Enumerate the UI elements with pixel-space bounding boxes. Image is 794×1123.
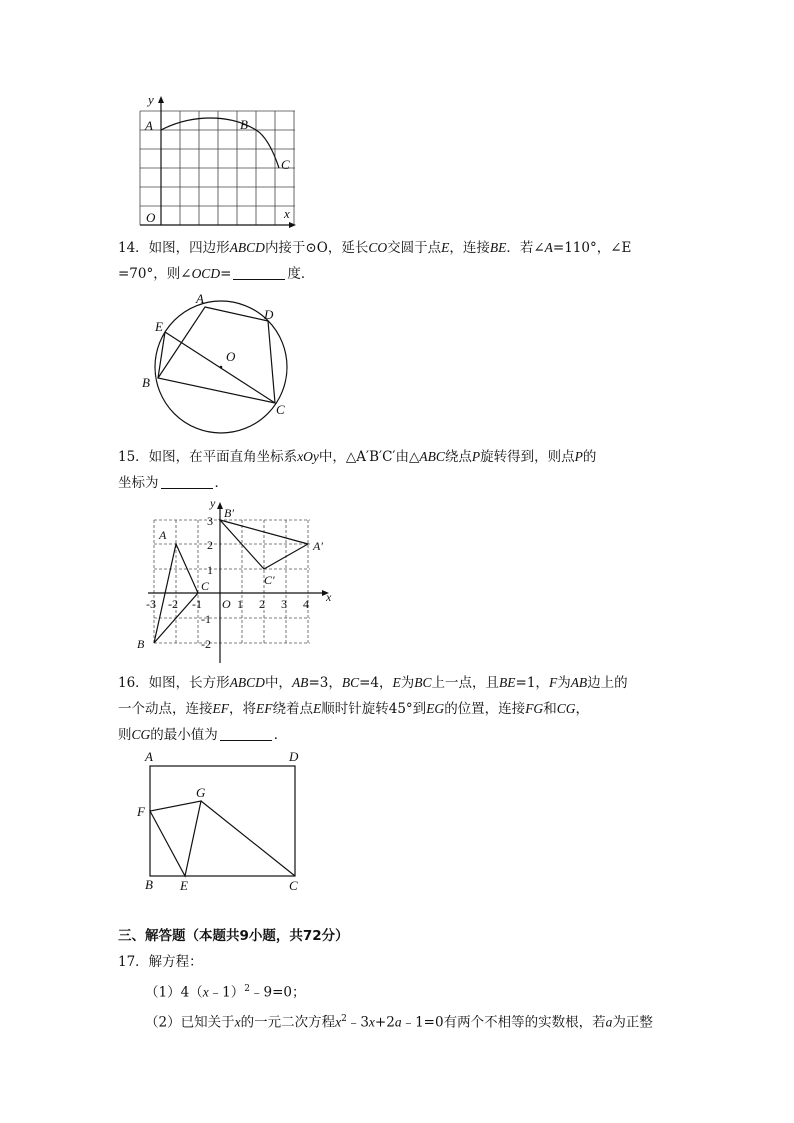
q15-label-o: O xyxy=(222,597,231,611)
q15-y-arrow xyxy=(217,502,223,509)
q16-line1 xyxy=(118,674,628,692)
q16-answer-blank xyxy=(220,727,272,741)
q17-text: ﹣1=0有两个不相等的实数根，若 xyxy=(401,1014,606,1031)
q16-line3 xyxy=(118,726,287,744)
q14-circle-figure xyxy=(138,290,298,440)
q16-text: 顺时针旋转45°到 xyxy=(321,701,427,717)
q16-eg: EG xyxy=(426,701,445,716)
q14-answer-blank xyxy=(233,266,285,280)
q14-label-a: A xyxy=(196,291,204,306)
q16-text: 16．如图，长方形 xyxy=(118,675,230,691)
q14-line1 xyxy=(118,239,631,257)
q15-xtick: 4 xyxy=(303,597,309,611)
q16-label-g: G xyxy=(196,785,206,800)
q17-text: （1）4（ xyxy=(145,984,203,1001)
q16-line2 xyxy=(118,700,589,718)
q14-text: ，连接 xyxy=(449,240,490,256)
q16-text: ， xyxy=(575,701,589,717)
q16-abcd: ABCD xyxy=(229,675,265,690)
q14-text: 内接于⊙O，延长 xyxy=(264,240,369,256)
q17-var-x: x xyxy=(368,1014,375,1030)
q17-var-x: x xyxy=(234,1014,241,1030)
q13-arc xyxy=(161,118,279,168)
q15-label-a1: A′ xyxy=(313,539,323,553)
q15-label-c1: C′ xyxy=(264,573,275,587)
q16-text: =4， xyxy=(359,675,393,691)
q15-label-b1: B′ xyxy=(224,506,234,520)
q15-xtick: -2 xyxy=(168,597,178,611)
q13-label-b: B xyxy=(240,117,248,132)
q14-center-dot xyxy=(220,366,223,369)
q16-be: BE xyxy=(499,675,516,690)
section3-title: 三、解答题（本题共9小题，共72分） xyxy=(118,928,349,944)
q15-text: 中，△A′B′C′由△ xyxy=(318,449,420,465)
q14-line2 xyxy=(118,265,314,283)
q16-e: E xyxy=(313,701,322,716)
q16-text: ，将 xyxy=(229,701,256,717)
q15-line1 xyxy=(118,448,596,466)
q15-ytick: 3 xyxy=(207,514,213,528)
q14-text: 14．如图，四边形 xyxy=(118,240,230,256)
q16-text: =3， xyxy=(308,675,342,691)
q15-text: 的 xyxy=(582,449,597,465)
q15-xtick: 2 xyxy=(259,597,265,611)
q15-xtick: -3 xyxy=(146,597,156,611)
q14-text: ．若∠ xyxy=(506,240,545,256)
q15-xtick: 3 xyxy=(281,597,287,611)
q15-p: P xyxy=(574,449,583,464)
q17-text: +2 xyxy=(374,1014,395,1031)
q14-text: = xyxy=(220,266,232,282)
q16-f: F xyxy=(548,675,558,690)
q16-text: 绕着点 xyxy=(272,701,313,717)
q15-text: 坐标为 xyxy=(118,475,159,491)
q16-bc: BC xyxy=(341,675,360,690)
q17-var-x: x xyxy=(335,1014,342,1030)
q17-title: 17．解方程： xyxy=(118,954,203,970)
q15-ytick: -2 xyxy=(201,637,211,651)
q16-label-f: F xyxy=(137,804,145,819)
q17-var-a: a xyxy=(394,1014,402,1030)
q13-label-x: x xyxy=(284,206,290,221)
q16-line-gc xyxy=(201,801,295,876)
q14-label-o: O xyxy=(226,349,236,364)
q15-xtick: 1 xyxy=(237,597,243,611)
q13-label-o: O xyxy=(146,210,156,225)
q15-label-a: A xyxy=(159,528,167,542)
q14-text: =110°，∠E xyxy=(552,240,632,256)
q17-part1 xyxy=(145,980,306,1002)
q14-a: A xyxy=(544,240,553,255)
q17-text: ﹣1） xyxy=(208,984,245,1001)
q16-cg: CG xyxy=(556,701,576,716)
q14-text: =70°，则∠ xyxy=(118,266,192,282)
q16-text: 为 xyxy=(557,675,571,691)
q16-label-b: B xyxy=(145,877,153,892)
q16-fg: FG xyxy=(525,701,544,716)
q15-text: 15．如图，在平面直角坐标系 xyxy=(118,449,298,465)
q16-ef: EF xyxy=(256,701,273,716)
q16-text: 则 xyxy=(118,727,132,743)
q16-text: 的位置，连接 xyxy=(444,701,526,717)
q13-label-c: C xyxy=(281,157,290,172)
q16-text: =1， xyxy=(515,675,549,691)
q17-text: ﹣9=0； xyxy=(250,984,306,1001)
q14-quadrilateral xyxy=(158,307,275,403)
q14-abcd: ABCD xyxy=(229,240,265,255)
q16-label-a: A xyxy=(145,749,153,764)
q17-text: 为正整 xyxy=(612,1014,653,1031)
q16-triangle-feg xyxy=(150,801,201,876)
q16-rectangle xyxy=(150,766,295,876)
q16-label-c: C xyxy=(289,878,298,893)
q16-text: 中， xyxy=(264,675,292,691)
q16-ef: EF xyxy=(212,701,229,716)
q16-text: 的最小值为 xyxy=(150,727,218,743)
q15-coordinate-figure xyxy=(137,495,340,670)
q15-text: ． xyxy=(214,475,228,491)
q13-label-y: y xyxy=(148,92,154,107)
q15-ytick: 1 xyxy=(207,563,213,577)
q17-superscript: 2 xyxy=(341,1014,347,1024)
q16-rectangle-figure xyxy=(134,748,309,898)
q13-x-arrow xyxy=(289,222,296,228)
q14-e: E xyxy=(441,240,450,255)
q15-answer-blank xyxy=(161,475,213,489)
q15-label-y: y xyxy=(210,496,216,510)
q16-text: ． xyxy=(273,727,288,743)
q14-text: 交圆于点 xyxy=(387,240,442,256)
q13-y-arrow xyxy=(158,96,164,103)
q17-text: ﹣3 xyxy=(346,1014,369,1031)
q17-text: （2）已知关于 xyxy=(145,1014,235,1031)
q15-xtick: -1 xyxy=(192,597,202,611)
q17-superscript: 2 xyxy=(244,984,251,994)
q16-bc: BC xyxy=(414,675,432,690)
q15-xoy: xOy xyxy=(297,449,319,464)
q14-ocd: OCD xyxy=(191,266,221,281)
q16-label-d: D xyxy=(289,749,299,764)
q15-label-b: B xyxy=(137,637,145,651)
q14-co: CO xyxy=(368,240,388,255)
q14-be: BE xyxy=(489,240,507,255)
q17-text: 的一元二次方程 xyxy=(240,1014,336,1031)
q16-ab: AB xyxy=(291,675,309,690)
q16-ab: AB xyxy=(570,675,588,690)
q15-ytick: -1 xyxy=(201,612,211,626)
q15-abc: ABC xyxy=(419,449,445,464)
q14-label-d: D xyxy=(264,307,274,322)
q17-var-x: x xyxy=(202,984,209,1000)
q16-label-e: E xyxy=(180,878,188,893)
q16-text: 一个动点，连接 xyxy=(118,701,213,717)
q13-grid-figure xyxy=(130,90,305,230)
q15-line2 xyxy=(118,474,228,492)
q16-text: 和 xyxy=(543,701,557,717)
q14-unit: 度． xyxy=(287,266,315,282)
q15-text: 绕点 xyxy=(444,449,472,465)
q15-p: P xyxy=(471,449,481,464)
q16-cg: CG xyxy=(131,727,151,742)
q14-label-e: E xyxy=(155,319,163,334)
q15-label-c: C xyxy=(201,579,210,593)
q17-var-a: a xyxy=(605,1014,613,1030)
q14-label-c: C xyxy=(276,402,285,417)
q16-e: E xyxy=(392,675,401,690)
q16-text: 上一点，且 xyxy=(431,675,500,691)
q13-grid xyxy=(140,111,295,225)
q16-text: 为 xyxy=(400,675,415,691)
q16-text: 边上的 xyxy=(587,675,628,691)
q14-label-b: B xyxy=(142,375,150,390)
q17-part2 xyxy=(145,1010,653,1032)
q13-label-a: A xyxy=(145,118,153,133)
q15-text: 旋转得到，则点 xyxy=(480,449,575,465)
q15-ytick: 2 xyxy=(207,538,213,552)
q15-label-x: x xyxy=(326,590,332,604)
